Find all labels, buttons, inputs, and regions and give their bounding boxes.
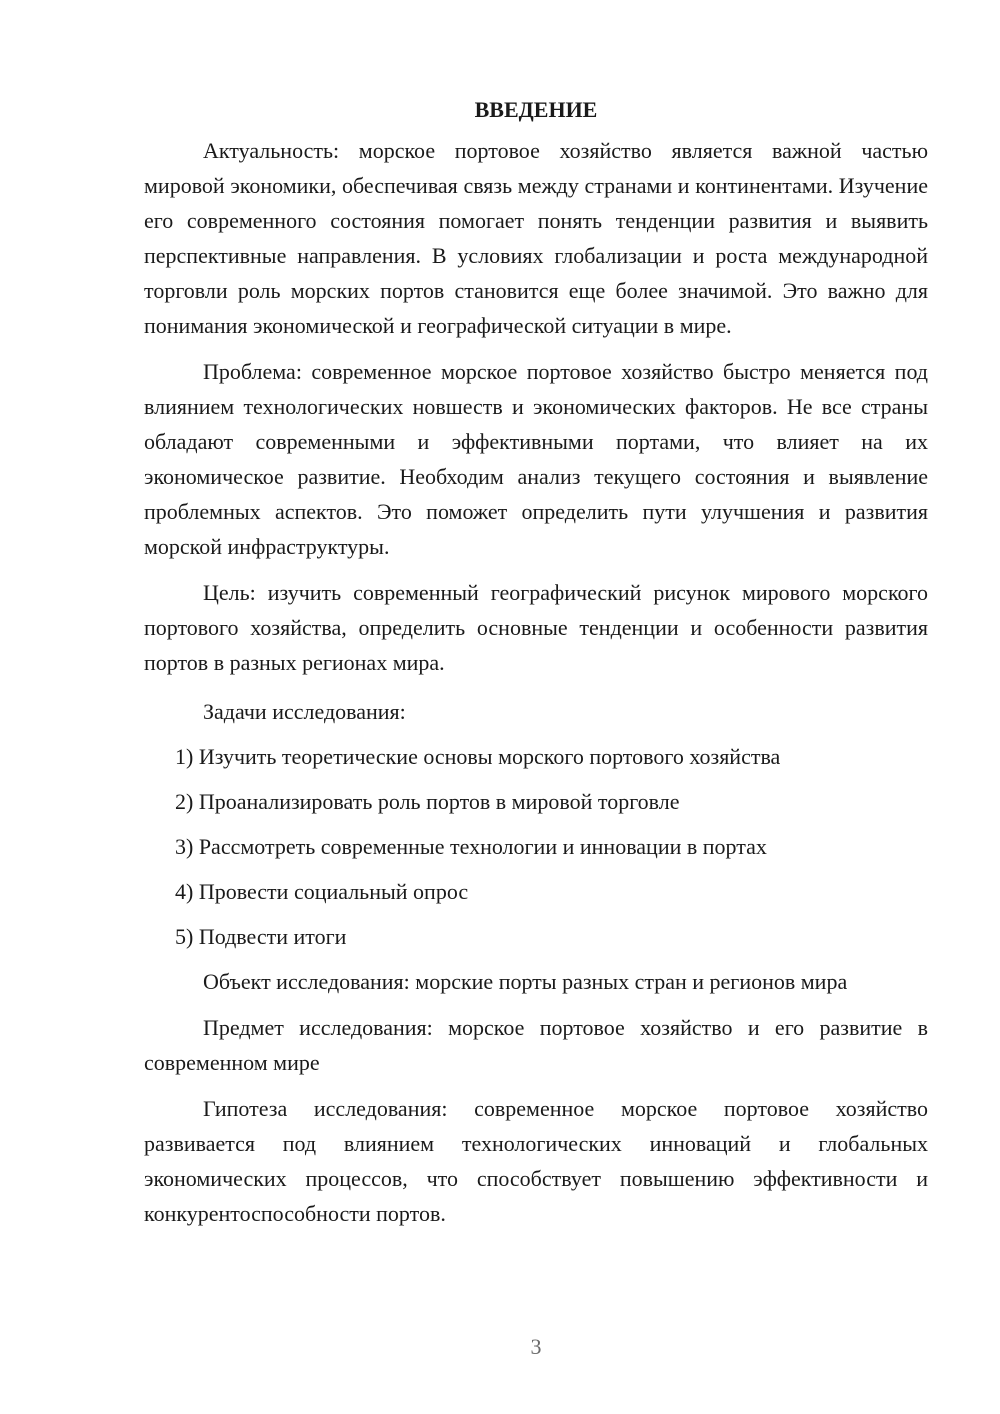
subject-paragraph: Предмет исследования: морское портовое хозяйство и его развитие в современном мире: [144, 1015, 928, 1075]
list-item: 2) Проанализировать роль портов в мировой торговле: [175, 789, 680, 814]
list-item: 5) Подвести итоги: [175, 924, 347, 949]
document-page: [144, 92, 928, 1242]
list-item: 3) Рассмотреть современные технологии и инновации в портах: [175, 834, 767, 859]
tasks-label: Задачи исследования:: [203, 699, 406, 724]
page-title: ВВЕДЕНИЕ: [474, 97, 598, 122]
page-number: 3: [530, 1334, 542, 1359]
relevance-paragraph: Актуальность: морское портовое хозяйство является важной частью мировой экономики, обеспечивая связь между странами и континентами. Изучение его современного состояния помогает понять тенденции развития и выявить перспективные направления. В условиях глобализации и роста международной торговли роль морских портов становится еще более значимой. Это важно для понимания экономической и географической ситуации в мире.: [144, 138, 928, 338]
problem-paragraph: Проблема: современное морское портовое хозяйство быстро меняется под влиянием технологических новшеств и экономических факторов. Не все страны обладают современными и эффективными портами, что влияет на их экономическое развитие. Необходим анализ текущего состояния и выявление проблемных аспектов. Это поможет определить пути улучшения и развития морской инфраструктуры.: [144, 359, 928, 559]
tasks-list: [144, 739, 928, 954]
goal-paragraph: Цель: изучить современный географический рисунок мирового морского портового хозяйства, определить основные тенденции и особенности развития портов в разных регионах мира.: [144, 580, 928, 675]
list-item: 1) Изучить теоретические основы морского портового хозяйства: [175, 744, 781, 769]
hypothesis-paragraph: Гипотеза исследования: современное морское портовое хозяйство развивается под влиянием технологических инноваций и глобальных экономических процессов, что способствует повышению эффективности и конкурентоспособности портов.: [144, 1096, 928, 1226]
list-item: 4) Провести социальный опрос: [175, 879, 469, 904]
object-paragraph: Объект исследования: морские порты разных стран и регионов мира: [203, 969, 848, 994]
